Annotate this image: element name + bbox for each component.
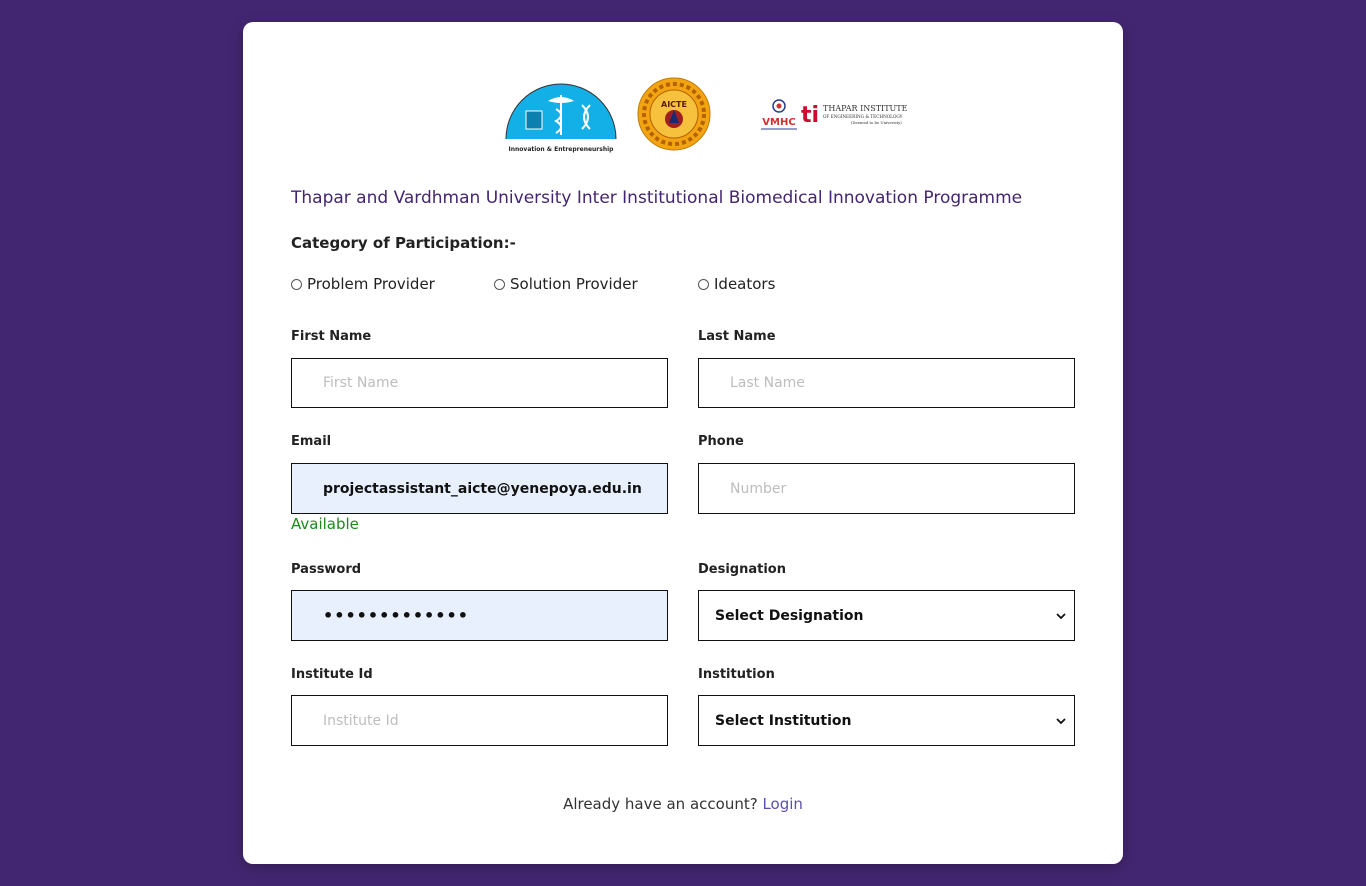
registration-card bbox=[243, 22, 1123, 864]
logo-bar bbox=[243, 22, 1123, 172]
password-label: Password bbox=[291, 562, 362, 577]
aicte-logo bbox=[637, 77, 711, 151]
svg-text:THAPAR INSTITUTE: THAPAR INSTITUTE bbox=[823, 104, 908, 113]
thapar-logo bbox=[799, 98, 911, 130]
svg-text:OF ENGINEERING & TECHNOLOGY: OF ENGINEERING & TECHNOLOGY bbox=[823, 114, 903, 119]
phone-label: Phone bbox=[698, 434, 744, 449]
form-title: Thapar and Vardhman University Inter Institutional Biomedical Innovation Programme bbox=[291, 188, 1023, 208]
first-name-field[interactable] bbox=[291, 358, 668, 408]
last-name-input[interactable] bbox=[699, 359, 1074, 407]
svg-text:Innovation & Entrepreneurship: Innovation & Entrepreneurship bbox=[508, 146, 614, 153]
radio-circle[interactable] bbox=[698, 279, 709, 290]
radio-ideators[interactable] bbox=[698, 273, 775, 295]
password-field[interactable] bbox=[291, 590, 668, 641]
phone-input[interactable] bbox=[699, 464, 1074, 513]
radio-solution-provider[interactable] bbox=[494, 273, 638, 295]
institute-id-label: Institute Id bbox=[291, 667, 373, 682]
radio-label: Ideators bbox=[714, 275, 776, 293]
last-name-label: Last Name bbox=[698, 329, 776, 344]
institution-select[interactable] bbox=[698, 695, 1075, 746]
email-status: Available bbox=[291, 515, 359, 533]
institute-id-input[interactable] bbox=[292, 696, 667, 745]
institution-selected: Select Institution bbox=[715, 712, 852, 729]
email-input[interactable] bbox=[292, 464, 667, 513]
designation-label: Designation bbox=[698, 562, 786, 577]
radio-problem-provider[interactable] bbox=[291, 273, 435, 295]
phone-field[interactable] bbox=[698, 463, 1075, 514]
svg-text:AICTE: AICTE bbox=[661, 100, 687, 109]
institution-label: Institution bbox=[698, 667, 775, 682]
svg-text:(Deemed to be University): (Deemed to be University) bbox=[851, 120, 902, 125]
radio-label: Problem Provider bbox=[307, 275, 435, 293]
category-label: Category of Participation:- bbox=[291, 234, 516, 252]
first-name-label: First Name bbox=[291, 329, 372, 344]
ccamp-logo bbox=[498, 77, 624, 159]
vmhc-logo bbox=[759, 98, 799, 132]
institute-id-field[interactable] bbox=[291, 695, 668, 746]
chevron-down-icon bbox=[1056, 611, 1066, 621]
designation-select[interactable] bbox=[698, 590, 1075, 641]
radio-label: Solution Provider bbox=[510, 275, 638, 293]
chevron-down-icon bbox=[1056, 716, 1066, 726]
radio-circle[interactable] bbox=[291, 279, 302, 290]
email-field[interactable] bbox=[291, 463, 668, 514]
login-prompt bbox=[243, 795, 1123, 813]
login-prompt-text: Already have an account? bbox=[563, 795, 758, 813]
first-name-input[interactable] bbox=[292, 359, 667, 407]
svg-text:VMHC: VMHC bbox=[762, 117, 796, 128]
designation-selected: Select Designation bbox=[715, 607, 864, 624]
password-input[interactable] bbox=[292, 591, 667, 640]
radio-circle[interactable] bbox=[494, 279, 505, 290]
svg-text:ti: ti bbox=[801, 103, 820, 128]
last-name-field[interactable] bbox=[698, 358, 1075, 408]
login-link[interactable]: Login bbox=[762, 795, 803, 813]
email-label: Email bbox=[291, 434, 332, 449]
